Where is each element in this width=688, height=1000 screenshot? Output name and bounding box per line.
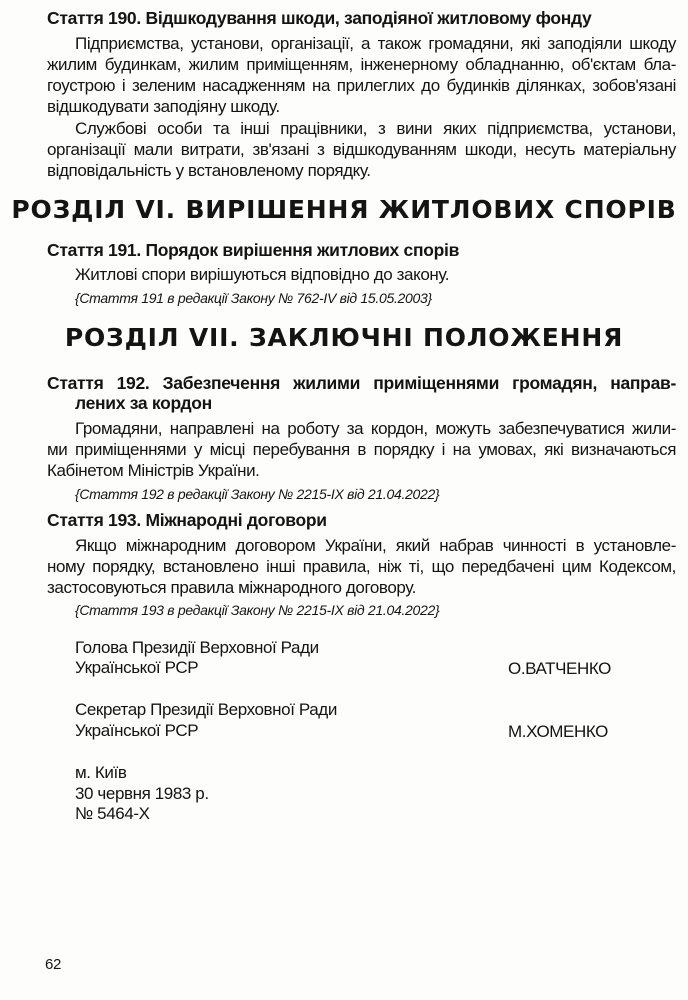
paragraph-line: Житлові спори вирішуються відповідно до закону. bbox=[75, 265, 450, 284]
paragraph-line: ному порядку, встановлено інші правила, ніж ті, що передбачені цим Кодексом, bbox=[47, 557, 676, 576]
paragraph-line: відшкодувати заподіяну шкоду. bbox=[47, 97, 280, 116]
paragraph-line: Службові особи та інші працівники, з вини яких підприємства, установи, bbox=[75, 119, 676, 138]
article-191-title: Стаття 191. Порядок вирішення житлових спорів bbox=[47, 240, 460, 260]
place: м. Київ bbox=[75, 763, 127, 782]
paragraph-line: Підприємства, установи, організації, а також громадяни, які заподіяли шкоду bbox=[75, 34, 676, 53]
signatory-position: Української РСР bbox=[75, 658, 199, 677]
paragraph-line: Громадяни, направлені на роботу за кордон, можуть забезпечуватися жили- bbox=[75, 419, 676, 438]
paragraph-line: застосовуються правила міжнародного договору. bbox=[47, 578, 417, 597]
signatory-position: Голова Президії Верховної Ради bbox=[75, 638, 319, 657]
date: 30 червня 1983 р. bbox=[75, 784, 209, 803]
page-number: 62 bbox=[45, 956, 61, 973]
paragraph-line: відповідальність у встановленому порядку. bbox=[47, 161, 371, 180]
section-7-heading: РОЗДІЛ VII. ЗАКЛЮЧНІ ПОЛОЖЕННЯ bbox=[64, 323, 624, 352]
article-192-title-cont: лених за кордон bbox=[75, 393, 212, 413]
article-190-title: Стаття 190. Відшкодування шкоди, заподіяної житловому фонду bbox=[47, 8, 592, 28]
article-193-title: Стаття 193. Міжнародні договори bbox=[47, 510, 327, 530]
paragraph-line: ми приміщеннями у місці перебування в порядку і на умовах, які визначаються bbox=[47, 440, 676, 459]
signatory-position: Секретар Президії Верховної Ради bbox=[75, 700, 337, 719]
paragraph-line: організації мали витрати, зв'язані з відшкодуванням шкоди, несуть матеріальну bbox=[47, 140, 676, 159]
paragraph-line: жилим будинкам, жилим приміщенням, інженерному обладнанню, об'єктам бла- bbox=[47, 55, 676, 74]
section-6-heading: РОЗДІЛ VI. ВИРІШЕННЯ ЖИТЛОВИХ СПОРІВ bbox=[11, 195, 677, 224]
article-192-title: Стаття 192. Забезпечення жилими приміщеннями громадян, направ- bbox=[47, 373, 676, 393]
amendment-note: {Стаття 192 в редакції Закону № 2215-IX від 21.04.2022} bbox=[75, 486, 440, 502]
amendment-note: {Стаття 193 в редакції Закону № 2215-IX від 21.04.2022} bbox=[75, 602, 440, 618]
paragraph-line: Якщо міжнародним договором України, який набрав чинності в установле- bbox=[75, 536, 676, 555]
paragraph-line: гоустрою і зеленим насадженням на прилеглих до будинків ділянках, зобов'язані bbox=[47, 76, 676, 95]
paragraph-line: Кабінетом Міністрів України. bbox=[47, 461, 260, 480]
amendment-note: {Стаття 191 в редакції Закону № 762-IV від 15.05.2003} bbox=[75, 290, 432, 306]
document-number: № 5464-X bbox=[75, 804, 150, 823]
signatory-name: О.ВАТЧЕНКО bbox=[508, 659, 611, 678]
signatory-position: Української РСР bbox=[75, 721, 199, 740]
signatory-name: М.ХОМЕНКО bbox=[508, 722, 608, 741]
